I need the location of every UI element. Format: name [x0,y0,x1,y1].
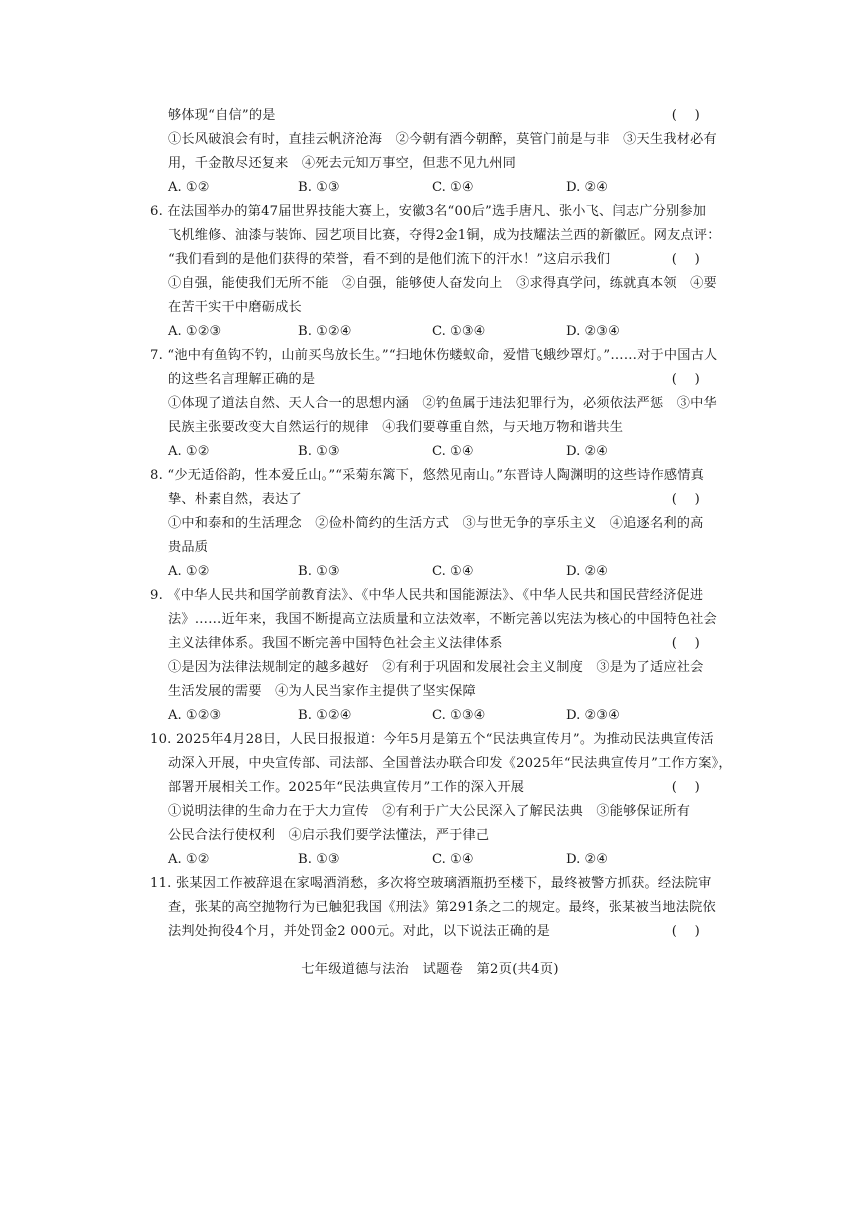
question-stem-text: “我们看到的是他们获得的荣誉，看不到的是他们流下的汗水！”这启示我们 [168,252,611,267]
question-stem-text: 飞机维修、油漆与装饰、园艺项目比赛，夺得2金1铜，成为技耀法兰西的新徽匠。网友点评： [168,228,721,243]
statement-line: 民族主张要改变大自然运行的规律 ④我们要尊重自然，与天地万物和谐共生 [168,420,624,435]
question-stem-text: 动深入开展，中央宣传部、司法部、全国普法办联合印发《2025年“民法典宣传月”工作方案》， [168,756,732,771]
option-a: A. ①②③ [168,708,222,723]
option-c: C. ①④ [432,852,474,867]
question-stem-line [150,632,706,656]
option-c: C. ①④ [432,564,474,579]
question-stem-line [150,224,721,248]
answer-parenthesis: ( ) [671,924,700,939]
question-stem-line [150,488,706,512]
question-stem-line [150,776,706,800]
question-stem-text: 部署开展相关工作。2025年“民法典宣传月”工作的深入开展 [168,780,525,795]
question-stem-line [150,728,714,752]
question-stem-line [150,344,718,368]
option-c: C. ①④ [432,444,474,459]
answer-parenthesis: ( ) [671,780,700,795]
question-block [150,872,716,944]
answer-options [150,704,706,728]
statement-line: 用，千金散尽还复来 ④死去元知万事空，但悲不见九州同 [168,156,517,171]
statement-line: 公民合法行使权利 ④启示我们要学法懂法，严于律己 [168,828,490,843]
question-block [150,464,706,584]
option-a: A. ①② [168,564,210,579]
option-c: C. ①③④ [432,324,486,339]
question-stem-text: 的这些名言理解正确的是 [168,372,316,387]
question-stem-text: 够体现“自信”的是 [168,108,276,123]
option-d: D. ②④ [566,444,609,459]
question-stem-line [150,104,706,128]
question-stem-line [150,200,706,224]
statement-line: 生活发展的需要 ④为人民当家作主提供了坚实保障 [168,684,476,699]
question-stem-line [150,752,732,776]
question-stem-text: 8. “少无适俗韵，性本爱丘山。”“采菊东篱下，悠然见南山。”东晋诗人陶渊明的这些诗作感情真 [150,468,705,483]
option-b: B. ①③ [298,444,340,459]
statement-line: ①说明法律的生命力在于大力宣传 ②有利于广大公民深入了解民法典 ③能够保证所有 [168,804,691,819]
option-c: C. ①③④ [432,708,486,723]
option-d: D. ②④ [566,180,609,195]
option-a: A. ①②③ [168,324,222,339]
question-stem-text: 法》……近年来，我国不断提高立法质量和立法效率，不断完善以宪法为核心的中国特色社会 [168,612,717,627]
question-stem-line [150,584,706,608]
question-stem-line [150,248,706,272]
answer-options [150,440,706,464]
question-stem-line [150,896,716,920]
option-a: A. ①② [168,180,210,195]
question-stem-text: 法判处拘役4个月，并处罚金2 000元。对此，以下说法正确的是 [168,924,551,939]
option-d: D. ②④ [566,852,609,867]
statement-line: ①是因为法律法规制定的越多越好 ②有利于巩固和发展社会主义制度 ③是为了适应社会 [168,660,704,675]
question-stem-text: 7. “池中有鱼钩不钓，山前买鸟放长生。”“扫地休伤蝼蚁命，爱惜飞蛾纱罩灯。”……对于中国古人 [150,348,718,363]
option-c: C. ①④ [432,180,474,195]
question-block [150,200,721,344]
option-b: B. ①③ [298,180,340,195]
question-stem-line [150,920,706,944]
answer-options [150,320,706,344]
option-d: D. ②④ [566,564,609,579]
question-stem-text: 6. 在法国举办的第47届世界技能大赛上，安徽3名“00后”选手唐凡、张小飞、闫志广分别参加 [150,204,707,219]
answer-parenthesis: ( ) [671,372,700,387]
question-stem-text: 10. 2025年4月28日，人民日报报道：今年5月是第五个“民法典宣传月”。为推动民法典宣传活 [150,732,714,747]
statement-line: 贵品质 [168,540,209,555]
question-block [150,344,718,464]
page-footer: 七年级道德与法治 试题卷 第2页(共4页) [301,962,559,977]
option-d: D. ②③④ [566,324,620,339]
option-a: A. ①② [168,852,210,867]
option-b: B. ①②④ [298,324,352,339]
option-b: B. ①②④ [298,708,352,723]
question-stem-text: 9. 《中华人民共和国学前教育法》、《中华人民共和国能源法》、《中华人民共和国民营经济促进 [150,588,704,603]
answer-parenthesis: ( ) [671,108,700,123]
question-stem-line [150,608,717,632]
answer-parenthesis: ( ) [671,636,700,651]
statement-line: 在苦干实干中磨砺成长 [168,300,302,315]
question-stem-text: 查，张某的高空抛物行为已触犯我国《刑法》第291条之二的规定。最终，张某被当地法院依 [168,900,716,915]
statement-line: ①长风破浪会有时，直挂云帆济沧海 ②今朝有酒今朝醉，莫管门前是与非 ③天生我材必有 [168,132,717,147]
question-stem-text: 主义法律体系。我国不断完善中国特色社会主义法律体系 [168,636,503,651]
statement-line: ①自强，能使我们无所不能 ②自强，能够使人奋发向上 ③求得真学问，练就真本领 ④要 [168,276,717,291]
statement-line: ①中和泰和的生活理念 ②俭朴简约的生活方式 ③与世无争的享乐主义 ④追逐名利的高 [168,516,704,531]
option-b: B. ①③ [298,852,340,867]
question-list [150,104,732,944]
question-stem-line [150,872,712,896]
option-b: B. ①③ [298,564,340,579]
question-block [150,728,732,872]
answer-parenthesis: ( ) [671,492,700,507]
answer-options [150,848,706,872]
answer-options [150,176,706,200]
question-stem-text: 挚、朴素自然，表达了 [168,492,302,507]
question-stem-text: 11. 张某因工作被辞退在家喝酒消愁，多次将空玻璃酒瓶扔至楼下，最终被警方抓获。经法院审 [150,876,712,891]
question-stem-line [150,464,706,488]
question-block [150,584,717,728]
statement-line: ①体现了道法自然、天人合一的思想内涵 ②钓鱼属于违法犯罪行为，必须依法严惩 ③中华 [168,396,717,411]
answer-options [150,560,706,584]
option-a: A. ①② [168,444,210,459]
option-d: D. ②③④ [566,708,620,723]
question-stem-line [150,368,706,392]
question-block [150,104,717,200]
answer-parenthesis: ( ) [671,252,700,267]
